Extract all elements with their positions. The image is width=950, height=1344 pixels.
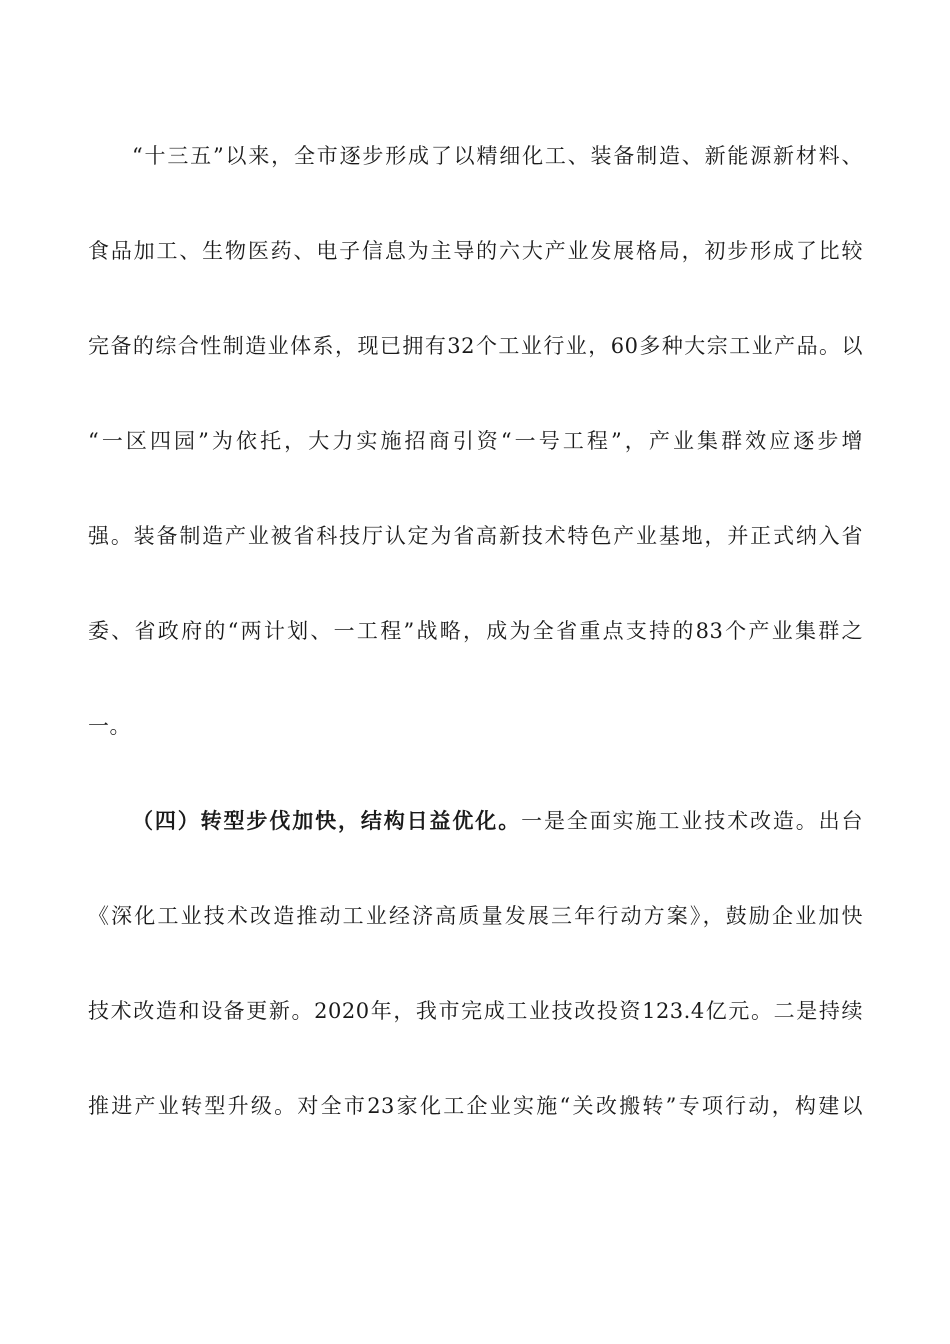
paragraph-2-line-1-text: 一是全面实施工业技术改造。出台 (521, 809, 864, 833)
paragraph-1-line-4: “一区四园”为依托，大力实施招商引资“一号工程”，产业集群效应逐步增 (88, 429, 863, 453)
paragraph-2-line-2: 《深化工业技术改造推动工业经济高质量发展三年行动方案》，鼓励企业加快 (88, 904, 863, 928)
paragraph-2-line-4: 推进产业转型升级。对全市23家化工企业实施“关改搬转”专项行动，构建以 (88, 1094, 863, 1118)
paragraph-2-line-1 (132, 806, 863, 836)
paragraph-2-line-3: 技术改造和设备更新。2020年，我市完成工业技改投资123.4亿元。二是持续 (88, 999, 863, 1023)
paragraph-1-line-1: “十三五”以来，全市逐步形成了以精细化工、装备制造、新能源新材料、 (132, 144, 863, 168)
paragraph-1-line-6: 委、省政府的“两计划、一工程”战略，成为全省重点支持的83个产业集群之 (88, 619, 863, 643)
paragraph-1-line-3: 完备的综合性制造业体系，现已拥有32个工业行业，60多种大宗工业产品。以 (88, 334, 863, 358)
paragraph-1-line-5: 强。装备制造产业被省科技厅认定为省高新技术特色产业基地，并正式纳入省 (88, 524, 863, 548)
section-heading: （四）转型步伐加快，结构日益优化。 (132, 808, 522, 833)
paragraph-1-line-2: 食品加工、生物医药、电子信息为主导的六大产业发展格局，初步形成了比较 (88, 239, 863, 263)
paragraph-1-line-7: 一。 (88, 714, 131, 738)
